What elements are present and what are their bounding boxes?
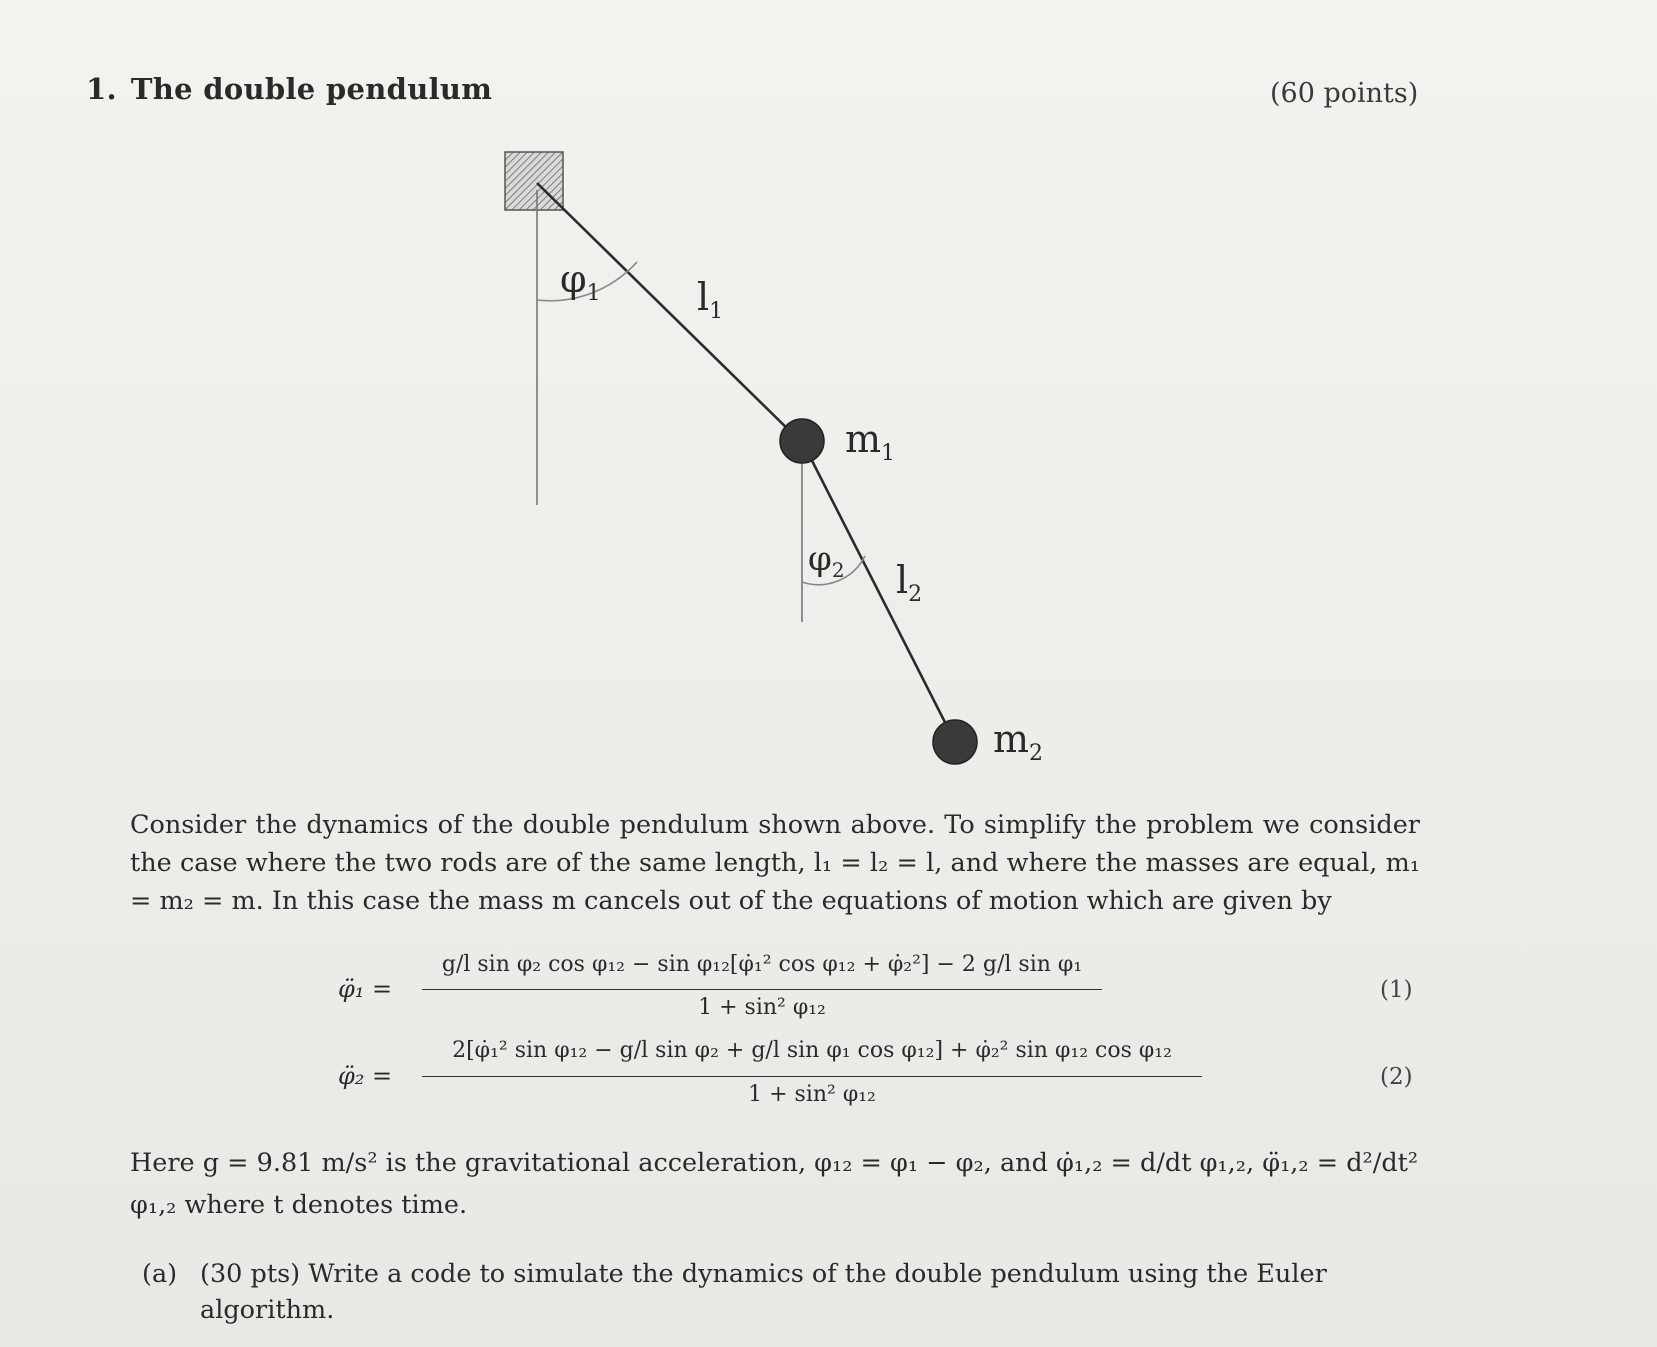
equation-1-lhs: φ̈₁ = (338, 975, 393, 1003)
equation-1-denominator: 1 + sin² φ₁₂ (698, 995, 826, 1020)
label-m2: $m_2$ (993, 717, 1044, 766)
rod-2 (802, 441, 955, 742)
equation-1-numerator: g/l sin φ₂ cos φ₁₂ − sin φ₁₂[φ̇₁² cos φ₁₂ + φ̇₂²] − 2 g/l sin φ₁ (441, 952, 1083, 977)
label-m1: $m_1$ (845, 417, 896, 466)
equation-1-fraction-bar (422, 989, 1102, 990)
definitions-paragraph: Here g = 9.81 m/s² is the gravitational acceleration, φ₁₂ = φ₁ − φ₂, and φ̇₁,₂ = d/dt φ₁,₂, φ̈₁,₂ = d²/dt² φ₁,₂ where t denotes time. (130, 1148, 1419, 1220)
part-a (142, 1256, 1422, 1328)
mass-1 (780, 419, 824, 463)
equation-2-lhs: φ̈₂ = (338, 1062, 393, 1090)
equation-2-label: (2) (1380, 1064, 1413, 1090)
label-phi2: $\varphi_2$ (808, 539, 845, 582)
part-a-label: (a) (142, 1259, 178, 1289)
intro-paragraph: Consider the dynamics of the double pendulum shown above. To simplify the problem we consider the case where the two rods are of the same length, l₁ = l₂ = l, and where the masses are equal, m₁ = m₂ = m. In this case the mass m cancels out of the equations of motion which are given by (130, 810, 1420, 916)
equation-1-label: (1) (1380, 977, 1413, 1003)
problem-points: (60 points) (1270, 78, 1419, 109)
label-phi1: $\varphi_1$ (560, 257, 601, 306)
label-l1: $l_1$ (697, 275, 724, 324)
label-l2: $l_2$ (896, 558, 923, 607)
equation-2-numerator: 2[φ̇₁² sin φ₁₂ − g/l sin φ₂ + g/l sin φ₁ cos φ₁₂] + φ̇₂² sin φ₁₂ cos φ₁₂ (452, 1038, 1172, 1063)
mass-2 (933, 720, 977, 764)
equation-2-denominator: 1 + sin² φ₁₂ (748, 1082, 876, 1107)
problem-title: The double pendulum (130, 72, 493, 106)
rod-1 (537, 183, 800, 441)
equation-2-fraction-bar (422, 1076, 1202, 1077)
problem-number: 1. (86, 72, 117, 106)
part-a-text: (30 pts) Write a code to simulate the dynamics of the double pendulum using the Euler algorithm. (200, 1259, 1327, 1325)
